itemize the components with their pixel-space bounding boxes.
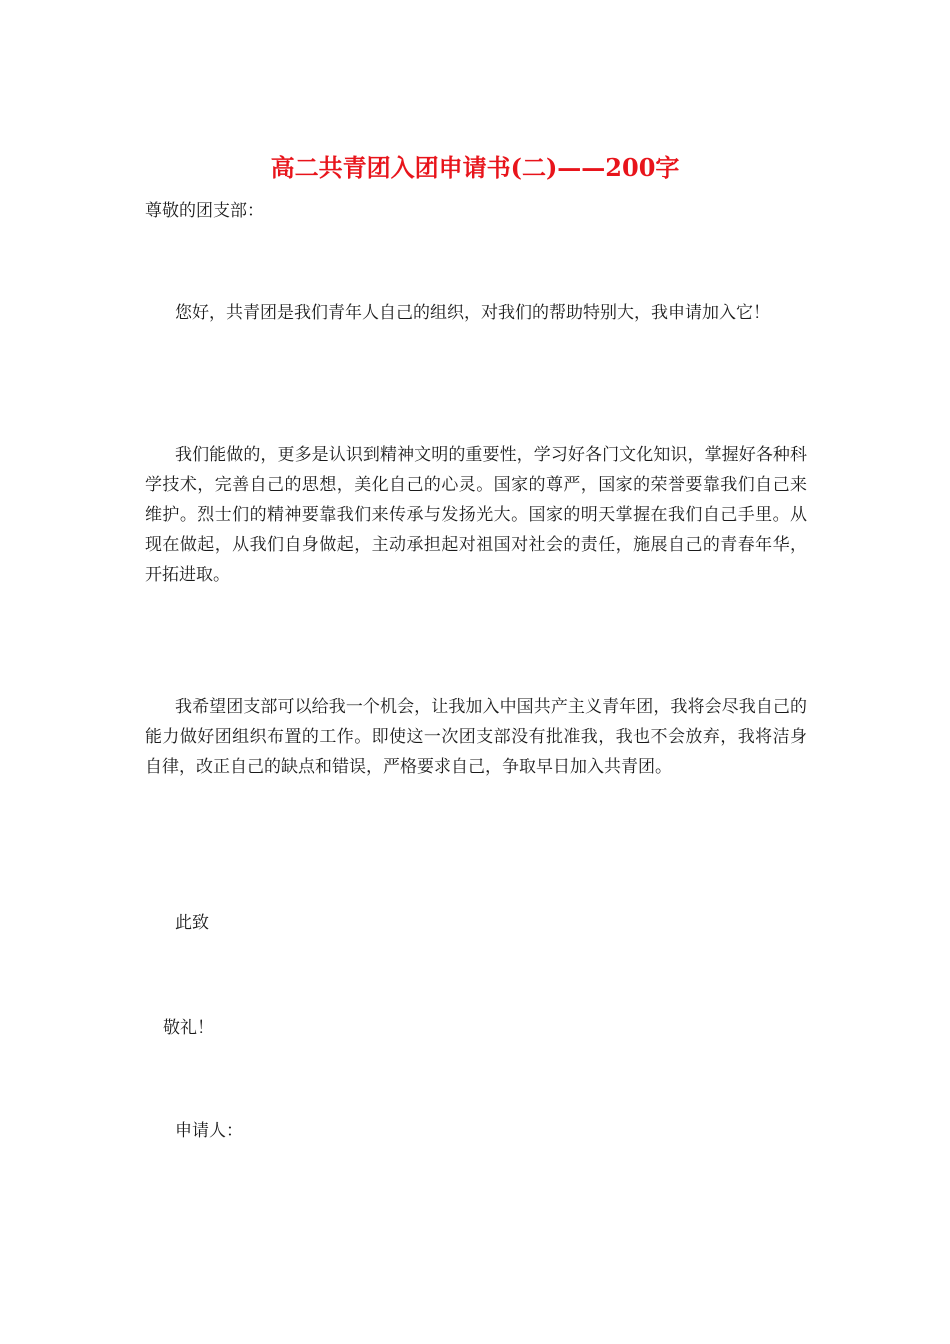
closing-jingli: 敬礼！: [163, 1018, 214, 1038]
closing-cizhi: 此致: [175, 913, 209, 933]
document-title: 高二共青团入团申请书(二)——200字: [270, 153, 680, 182]
paragraph-2: 我们能做的，更多是认识到精神文明的重要性，学习好各门文化知识，掌握好各种科学技术，完善自己的思想，美化自己的心灵。国家的尊严，国家的荣誉要靠我们自己来维护。烈士们的精神要靠我们来传承与发扬光大。国家的明天掌握在我们自己手里。从现在做起，从我们自身做起，主动承担起对祖国对社会的责任，施展自己的青春年华，开拓进取。: [145, 445, 807, 585]
paragraph-1: 您好，共青团是我们青年人自己的组织，对我们的帮助特别大，我申请加入它！: [175, 303, 770, 323]
paragraph-3: 我希望团支部可以给我一个机会，让我加入中国共产主义青年团，我将会尽我自己的能力做好团组织布置的工作。即使这一次团支部没有批准我，我也不会放弃，我将洁身自律，改正自己的缺点和错误，严格要求自己，争取早日加入共青团。: [145, 697, 807, 777]
signature-label: 申请人：: [175, 1121, 243, 1141]
salutation: 尊敬的团支部：: [145, 201, 264, 221]
